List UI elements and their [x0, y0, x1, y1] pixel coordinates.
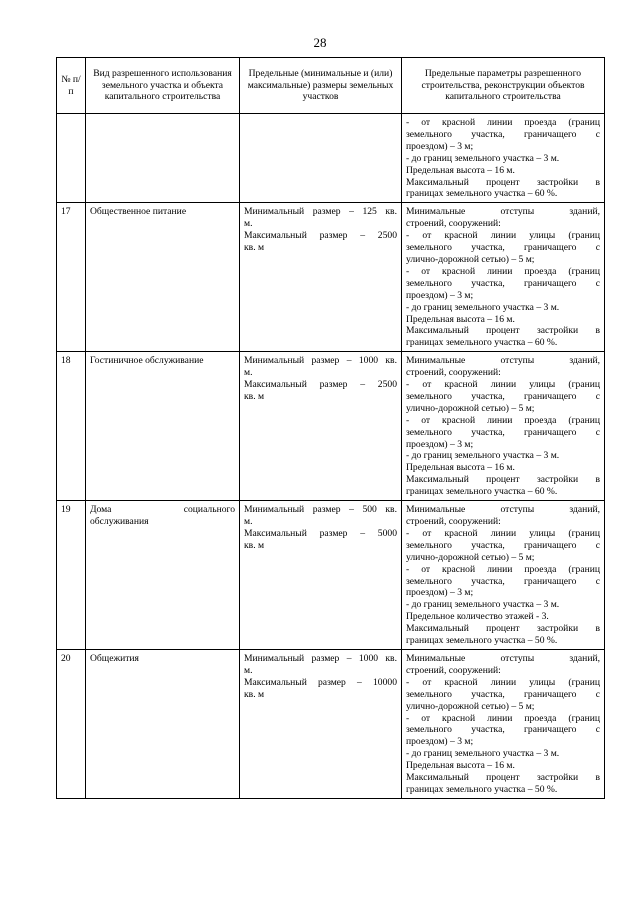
param-line: проездом) – 3 м; — [406, 736, 474, 748]
param-line: Максимальный процент застройки в — [406, 176, 600, 188]
construction-params-cell — [402, 649, 605, 798]
param-line: Минимальные отступы зданий, — [406, 652, 600, 664]
param-line: земельного участка, граничащего с — [406, 390, 600, 402]
param-line: Минимальные отступы зданий, — [406, 355, 600, 367]
table-row — [57, 352, 605, 501]
plot-size-cell — [240, 114, 402, 203]
param-line: - от красной линии проезда (границ — [406, 117, 600, 128]
row-number: 18 — [57, 352, 86, 501]
param-line: земельного участка, граничащего с — [406, 688, 600, 700]
param-line: земельного участка, граничащего с — [406, 724, 600, 736]
param-line: - от красной линии улицы (границ — [406, 676, 600, 688]
table-row — [57, 203, 605, 352]
param-line: улично-дорожной сетью) – 5 м; — [406, 402, 535, 414]
row-number: 20 — [57, 649, 86, 798]
plot-size-cell — [240, 501, 402, 650]
construction-params-cell — [402, 114, 605, 203]
param-line: Предельная высота – 16 м. — [406, 462, 515, 474]
use-type-cell: Гостиничное обслуживание — [86, 352, 240, 501]
param-line: Минимальные отступы зданий, — [406, 504, 600, 516]
plot-size-line: Минимальный размер – 125 кв. — [244, 206, 397, 218]
param-line: - до границ земельного участка – 3 м. — [406, 599, 560, 611]
plot-size-line: Максимальный размер – 10000 — [244, 676, 397, 688]
row-number: 17 — [57, 203, 86, 352]
row-number: 19 — [57, 501, 86, 650]
param-line: строений, сооружений: — [406, 516, 501, 527]
param-line: - от красной линии улицы (границ — [406, 527, 600, 539]
param-line: улично-дорожной сетью) – 5 м; — [406, 253, 535, 265]
param-line: - до границ земельного участка – 3 м. — [406, 301, 560, 313]
param-line: земельного участка, граничащего с — [406, 277, 600, 289]
param-line: Предельная высота – 16 м. — [406, 313, 515, 325]
use-type-line: Дома социального — [90, 504, 235, 516]
plot-size-line: м. — [244, 664, 253, 676]
page-number: 28 — [313, 35, 327, 50]
regulations-table — [56, 57, 605, 799]
param-line: земельного участка, граничащего с — [406, 426, 600, 438]
param-line: - до границ земельного участка – 3 м. — [406, 450, 560, 462]
header-construction-params: Предельные параметры разрешенного строительства, реконструкции объектов капитального строительства — [402, 58, 605, 114]
param-line: - от красной линии проезда (границ — [406, 414, 600, 426]
param-line: Минимальные отступы зданий, — [406, 206, 600, 218]
param-line: Максимальный процент застройки в — [406, 474, 600, 486]
plot-size-line: Максимальный размер – 2500 — [244, 230, 397, 242]
use-type-line: обслуживания — [90, 516, 149, 527]
header-number: № п/п — [57, 58, 86, 114]
param-line: земельного участка, граничащего с — [406, 242, 600, 254]
plot-size-line: кв. м — [244, 242, 265, 254]
plot-size-line: Минимальный размер – 1000 кв. — [244, 355, 397, 367]
param-line: улично-дорожной сетью) – 5 м; — [406, 700, 535, 712]
plot-size-line: Минимальный размер – 1000 кв. — [244, 652, 397, 664]
param-line: проездом) – 3 м; — [406, 289, 474, 301]
plot-size-line: кв. м — [244, 688, 265, 700]
param-line: строений, сооружений: — [406, 664, 501, 676]
param-line: Максимальный процент застройки в — [406, 772, 600, 784]
use-type-cell — [86, 501, 240, 650]
plot-size-line: кв. м — [244, 390, 265, 402]
param-line: границах земельного участка – 50 %. — [406, 635, 558, 647]
param-line: Предельное количество этажей - 3. — [406, 611, 549, 623]
param-line: - от красной линии улицы (границ — [406, 379, 600, 391]
param-line: строений, сооружений: — [406, 367, 501, 379]
plot-size-line: м. — [244, 516, 253, 527]
plot-size-line: Минимальный размер – 500 кв. — [244, 504, 397, 516]
param-line: границах земельного участка – 60 %. — [406, 188, 558, 200]
param-line: - до границ земельного участка – 3 м. — [406, 152, 560, 164]
header-use-type: Вид разрешенного использования земельного участка и объекта капитального строительства — [86, 58, 240, 114]
param-line: - от красной линии проезда (границ — [406, 563, 600, 575]
param-line: - от красной линии проезда (границ — [406, 712, 600, 724]
plot-size-line: Максимальный размер – 5000 — [244, 527, 397, 539]
param-line: - от красной линии проезда (границ — [406, 265, 600, 277]
param-line: земельного участка, граничащего с — [406, 539, 600, 551]
plot-size-line: Максимальный размер – 2500 — [244, 379, 397, 391]
plot-size-cell — [240, 649, 402, 798]
param-line: земельного участка, граничащего с — [406, 575, 600, 587]
param-line: Предельная высота – 16 м. — [406, 760, 515, 772]
table-header-row — [57, 58, 605, 114]
plot-size-line: м. — [244, 218, 253, 230]
param-line: строений, сооружений: — [406, 218, 501, 230]
construction-params-cell — [402, 501, 605, 650]
param-line: Максимальный процент застройки в — [406, 325, 600, 337]
param-line: границах земельного участка – 60 %. — [406, 337, 558, 349]
param-line: границах земельного участка – 50 %. — [406, 783, 558, 795]
table-row — [57, 649, 605, 798]
param-line: проездом) – 3 м; — [406, 140, 474, 152]
param-line: проездом) – 3 м; — [406, 587, 474, 599]
param-line: - от красной линии улицы (границ — [406, 230, 600, 242]
param-line: Предельная высота – 16 м. — [406, 164, 515, 176]
plot-size-cell — [240, 352, 402, 501]
row-number — [57, 114, 86, 203]
plot-size-line: м. — [244, 367, 253, 379]
param-line: границах земельного участка – 60 %. — [406, 486, 558, 498]
use-type-cell: Общественное питание — [86, 203, 240, 352]
header-plot-size: Предельные (минимальные и (или) максимальные) размеры земельных участков — [240, 58, 402, 114]
param-line: - до границ земельного участка – 3 м. — [406, 748, 560, 760]
construction-params-cell — [402, 352, 605, 501]
plot-size-line: кв. м — [244, 539, 265, 551]
param-line: земельного участка, граничащего с — [406, 128, 600, 140]
plot-size-cell — [240, 203, 402, 352]
use-type-cell — [86, 114, 240, 203]
param-line: Максимальный процент застройки в — [406, 623, 600, 635]
table-row — [57, 114, 605, 203]
param-line: улично-дорожной сетью) – 5 м; — [406, 551, 535, 563]
table-row — [57, 501, 605, 650]
construction-params-cell — [402, 203, 605, 352]
param-line: проездом) – 3 м; — [406, 438, 474, 450]
use-type-cell: Общежития — [86, 649, 240, 798]
